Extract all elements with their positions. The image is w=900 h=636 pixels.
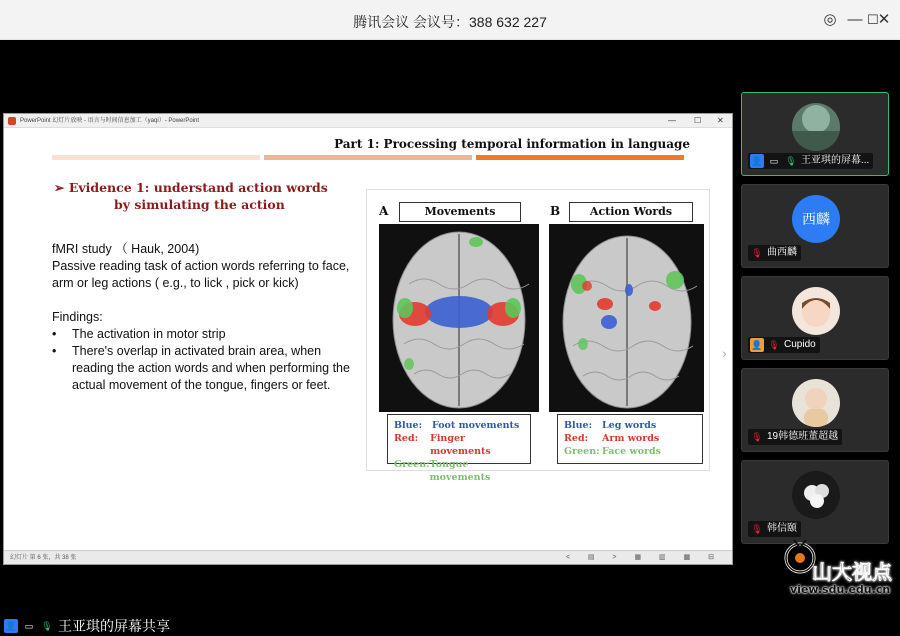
study-line: fMRI study （ Hauk, 2004) — [52, 242, 200, 256]
participant-tile[interactable] — [741, 460, 889, 544]
evidence-line-1: ➢ Evidence 1: understand action words — [54, 180, 328, 195]
avatar — [792, 379, 840, 427]
participant-sidebar — [737, 40, 900, 600]
mic-on-icon: 🎙 — [41, 621, 53, 631]
passive-task: Passive reading task of action words referring to face, arm or leg actions ( e.g., to lick , pick or kick) — [52, 259, 350, 290]
screen-share-icon: ▭ — [24, 621, 34, 631]
ppt-maximize-button[interactable]: ☐ — [694, 116, 702, 125]
participant-tile[interactable] — [741, 184, 889, 268]
participant-tile[interactable] — [741, 368, 889, 452]
avatar — [792, 287, 840, 335]
screen-share-icon: ▭ — [769, 156, 779, 166]
header-bar-dark — [476, 155, 684, 160]
legend-row: Green: Face words — [564, 446, 662, 457]
bullet-text: The activation in motor strip — [72, 327, 226, 341]
header-bar-light — [52, 155, 260, 160]
slide-counter: 幻灯片 第 6 张，共 38 张 — [10, 555, 77, 561]
ppt-statusbar — [4, 550, 732, 564]
mic-on-icon: 🎙 — [785, 156, 797, 166]
bullet-text: There's overlap in activated brain area, when reading the action words and when performing the actual movement of the tongue, fingers or feet. — [72, 344, 350, 392]
part-title: Part 1: Processing temporal information in language — [334, 137, 690, 151]
ppt-title: PowerPoint 幻灯片放映 - 语言与时间信息加工（yaqi）- PowerPoint — [20, 118, 200, 124]
participant-tile[interactable] — [741, 92, 889, 176]
legend-row: Blue: Foot movements — [394, 420, 520, 431]
share-label: 王亚琪的屏幕共享 — [58, 618, 170, 634]
participant-name-bar — [748, 429, 842, 445]
meeting-title: 腾讯会议 会议号：388 632 227 — [353, 14, 547, 30]
legend-row: Red: Finger movements — [394, 433, 491, 457]
avatar — [792, 471, 840, 519]
powerpoint-window — [3, 113, 733, 565]
avatar: 西麟 — [792, 195, 840, 243]
participant-name-bar — [748, 245, 801, 261]
participant-name-bar — [748, 337, 820, 353]
legend-a — [387, 414, 531, 483]
meeting-titlebar — [0, 0, 900, 40]
panel-b-letter: B — [550, 204, 561, 218]
ppt-minimize-button[interactable]: — — [668, 116, 676, 125]
findings-label: Findings: — [52, 310, 103, 324]
legend-b — [557, 414, 703, 464]
brain-image-b — [549, 224, 704, 412]
brain-image-a — [379, 224, 539, 412]
participant-name: 王亚琪的屏幕... — [801, 155, 870, 166]
participant-name: 韩信颐 — [767, 523, 797, 534]
participant-name: 19韩德班董超越 — [767, 431, 839, 442]
mic-off-icon: 🎙 — [768, 340, 780, 350]
slide-body — [52, 241, 352, 394]
ppt-view-icons[interactable]: < ▤ > ▦ ▥ ▩ ⊟ — [565, 554, 722, 561]
pin-icon[interactable]: ◎ — [823, 11, 837, 28]
minimize-button[interactable]: — — [847, 11, 863, 28]
legend-row: Green: Tongue movements — [394, 459, 491, 483]
mic-off-icon: 🎙 — [751, 524, 763, 534]
maximize-button[interactable]: ☐ — [867, 12, 879, 27]
header-bar-medium — [264, 155, 472, 160]
user-icon: 👤 — [5, 621, 17, 631]
participant-tile[interactable] — [741, 276, 889, 360]
legend-row: Blue: Leg words — [564, 420, 657, 431]
evidence-heading — [54, 179, 328, 213]
user-icon: 👤 — [751, 340, 763, 350]
slide — [28, 129, 712, 549]
panel-b-label: Action Words — [569, 202, 693, 222]
shared-screen-stage — [0, 40, 735, 634]
ppt-titlebar — [4, 114, 732, 128]
evidence-line-2: by simulating the action — [114, 197, 285, 212]
bullet-item: • The activation in motor strip — [52, 327, 226, 341]
watermark-text: 山大视点 — [812, 560, 892, 584]
participant-name: Cupido — [784, 339, 816, 350]
watermark-url: view.sdu.edu.cn — [790, 583, 891, 596]
bullet-item: • There's overlap in activated brain area, when reading the action words and when performing the actual movement of the tongue, fingers or feet. — [52, 343, 352, 394]
close-button[interactable]: ✕ — [877, 11, 891, 28]
ppt-close-button[interactable]: ✕ — [717, 116, 724, 125]
brain-figure — [366, 189, 710, 483]
participant-name-bar — [748, 153, 873, 169]
mic-off-icon: 🎙 — [751, 432, 763, 442]
user-icon: 👤 — [751, 156, 763, 166]
legend-row: Red: Arm words — [564, 433, 660, 444]
powerpoint-logo-icon — [8, 117, 16, 125]
participant-name: 曲西麟 — [767, 247, 797, 258]
mic-off-icon: 🎙 — [751, 248, 763, 258]
avatar — [792, 103, 840, 151]
panel-a-letter: A — [379, 204, 389, 218]
watermark — [780, 534, 898, 598]
panel-a-label: Movements — [399, 202, 521, 222]
share-indicator — [4, 616, 170, 636]
chevron-right-icon[interactable]: › — [722, 345, 727, 361]
